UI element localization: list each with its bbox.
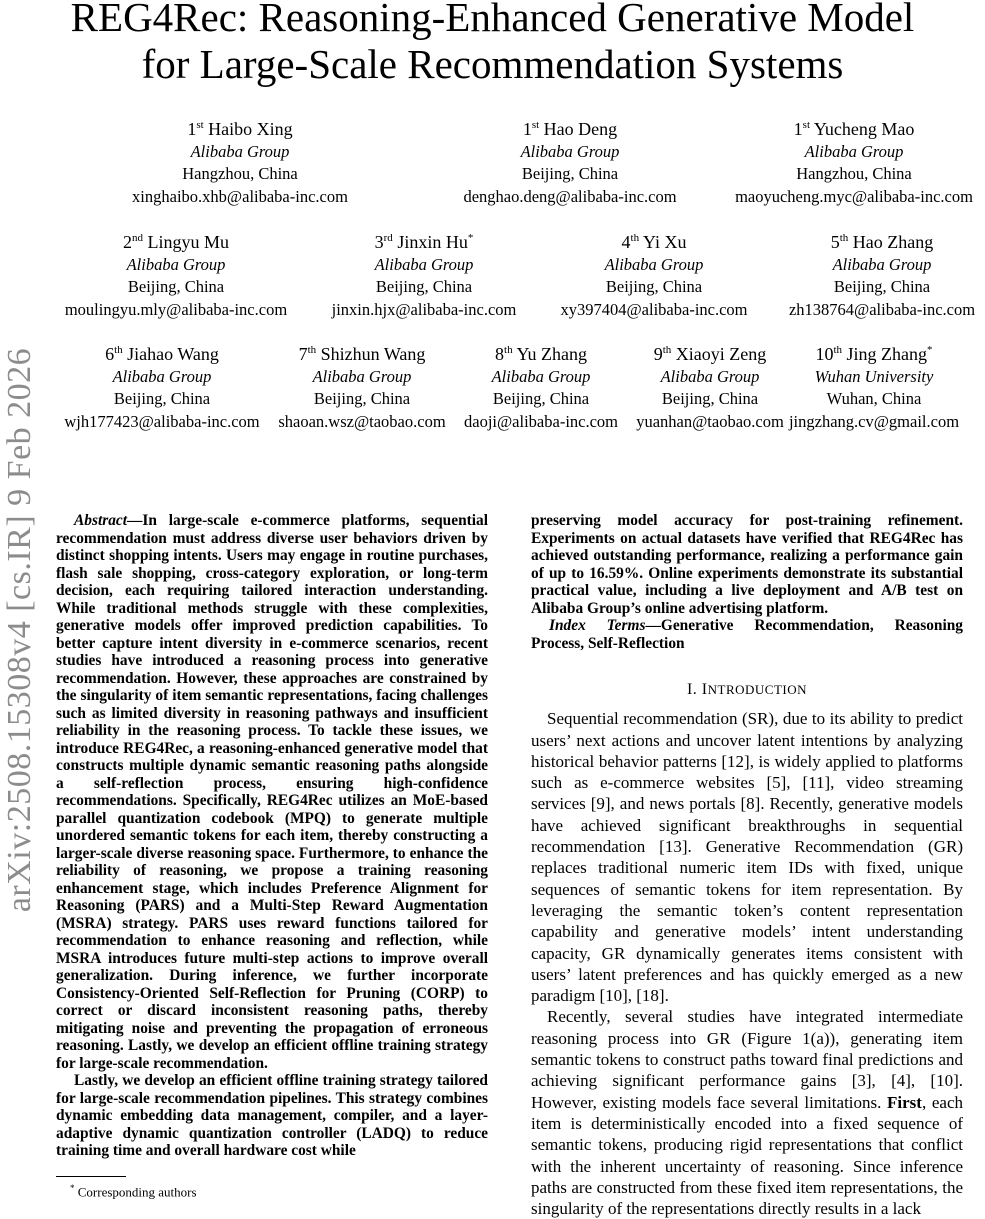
author-name: 6th Jiahao Wang bbox=[105, 344, 219, 364]
author-email[interactable]: moulingyu.mly@alibaba-inc.com bbox=[64, 299, 288, 319]
corresponding-mark: * bbox=[467, 232, 474, 244]
title-line-2: for Large-Scale Recommendation Systems bbox=[141, 41, 844, 87]
author-name: 9th Xiaoyi Zeng bbox=[653, 344, 767, 364]
author-location: Beijing, China bbox=[521, 164, 619, 183]
abstract-continuation: preserving model accuracy for post-training refinement. Experiments on actual datasets have verified that REG4Rec has achieved outstanding performance, realizing a performance gain of up to 16.59%. Online experiments demonstrate its substantial practical value, including a live deployment and A/B test on Alibaba Group’s online advertising platform. bbox=[531, 512, 963, 617]
author-affiliation: Alibaba Group bbox=[660, 366, 760, 386]
author-ordinal-suffix: th bbox=[630, 232, 640, 244]
corresponding-mark: * bbox=[927, 344, 933, 356]
author-location: Beijing, China bbox=[313, 389, 411, 408]
paper-title bbox=[0, 0, 985, 88]
index-terms-label: Index Terms bbox=[549, 617, 646, 634]
author-name: 7th Shizhun Wang bbox=[298, 344, 426, 364]
author-ordinal-suffix: st bbox=[196, 119, 204, 131]
author-8 bbox=[64, 343, 259, 433]
author-name: 2nd Lingyu Mu bbox=[122, 232, 230, 252]
right-column bbox=[531, 512, 963, 1219]
author-email[interactable]: jinxin.hjx@alibaba-inc.com bbox=[331, 299, 517, 319]
author-location: Wuhan, China bbox=[826, 389, 922, 408]
abstract-label: Abstract bbox=[74, 512, 128, 529]
author-5 bbox=[332, 231, 517, 321]
author-2 bbox=[463, 118, 676, 208]
author-email[interactable]: wjh177423@alibaba-inc.com bbox=[64, 411, 260, 431]
author-ordinal-suffix: th bbox=[114, 344, 123, 356]
footnote-mark: * bbox=[70, 1183, 75, 1193]
author-ordinal-suffix: th bbox=[662, 344, 672, 356]
author-ordinal-suffix: th bbox=[833, 344, 843, 356]
author-name: 1st Hao Deng bbox=[522, 119, 618, 139]
author-location: Beijing, China bbox=[113, 389, 211, 408]
index-terms-text: —Generative Recommendation, Reasoning Process, Self-Reflection bbox=[531, 617, 963, 652]
author-affiliation: Alibaba Group bbox=[491, 366, 591, 386]
author-email[interactable]: maoyucheng.myc@alibaba-inc.com bbox=[735, 186, 973, 206]
section-title-rest: NTRODUCTION bbox=[707, 682, 808, 697]
author-affiliation: Alibaba Group bbox=[604, 254, 704, 274]
author-email[interactable]: xy397404@alibaba-inc.com bbox=[560, 299, 748, 319]
author-ordinal-suffix: th bbox=[307, 344, 317, 356]
author-location: Beijing, China bbox=[833, 277, 931, 296]
abstract-paragraph-2: Lastly, we develop an efficient offline training strategy tailored for large-scale recommendation pipelines. This strategy combines dynamic embedding data management, compiler, and a layer-adaptive dynamic quantization controller (LADQ) to reduce training time and overall hardware cost while bbox=[56, 1072, 488, 1159]
author-email[interactable]: denghao.deng@alibaba-inc.com bbox=[463, 186, 677, 206]
author-location: Hangzhou, China bbox=[182, 164, 298, 183]
author-ordinal-suffix: nd bbox=[131, 232, 143, 244]
author-affiliation: Alibaba Group bbox=[126, 254, 226, 274]
intro-paragraph-2 bbox=[531, 1006, 963, 1219]
author-ordinal-suffix: rd bbox=[383, 232, 393, 244]
intro-paragraph-1: Sequential recommendation (SR), due to its ability to predict users’ next actions and uncover latent intentions by analyzing historical behavior patterns [12], is widely applied to platforms such as e-commerce websites [5], [11], video streaming services [9], and news portals [8]. Recently, generative models have achieved significant breakthroughs in sequential recommendation [13]. Generative Recommendation (GR) replaces traditional numeric item IDs with fixed, unique sequences of semantic tokens for item representation. By leveraging the semantic token’s content representation capability and generative models’ intent understanding capacity, GR dynamically generates items consistent with users’ latent preferences and has quickly emerged as a new paradigm [10], [18]. bbox=[531, 709, 963, 1006]
author-12 bbox=[789, 343, 959, 433]
author-email[interactable]: shaoan.wsz@taobao.com bbox=[278, 411, 446, 431]
author-email[interactable]: zh138764@alibaba-inc.com bbox=[788, 299, 976, 319]
footnote-text: Corresponding authors bbox=[77, 1184, 197, 1200]
author-name: 10th Jing Zhang* bbox=[815, 344, 933, 364]
title-line-1: REG4Rec: Reasoning-Enhanced Generative Model bbox=[70, 0, 915, 40]
footnote bbox=[70, 1183, 197, 1200]
author-ordinal-suffix: st bbox=[802, 119, 811, 131]
author-4 bbox=[65, 231, 287, 321]
intro-p2-part-b: , each item is deterministically encoded into a fixed sequence of semantic tokens, producing rigid representations that conflict with the inherent uncertainty of reasoning. Since inference paths are constructed from these fixed item representations, the singularity of the representations directly results in a lack bbox=[531, 1092, 963, 1219]
author-7 bbox=[789, 231, 975, 321]
author-location: Hangzhou, China bbox=[796, 164, 912, 183]
intro-p2-part-a: Recently, several studies have integrated intermediate reasoning process into GR (Figure 1(a)), generating item semantic tokens to construct paths toward final predictions and achieving significant performance gains [3], [4], [10]. However, existing models face several limitations. bbox=[531, 1007, 963, 1112]
author-affiliation: Alibaba Group bbox=[520, 141, 620, 161]
author-location: Beijing, China bbox=[127, 277, 225, 296]
author-ordinal-suffix: st bbox=[531, 119, 540, 131]
author-affiliation: Alibaba Group bbox=[832, 254, 932, 274]
section-number: I. bbox=[686, 681, 698, 698]
author-affiliation: Alibaba Group bbox=[190, 141, 290, 161]
author-11 bbox=[636, 343, 784, 433]
author-location: Beijing, China bbox=[605, 277, 703, 296]
intro-p2-emphasis: First bbox=[887, 1092, 922, 1112]
author-email[interactable]: daoji@alibaba-inc.com bbox=[463, 411, 619, 431]
author-9 bbox=[278, 343, 445, 433]
author-affiliation: Alibaba Group bbox=[804, 141, 904, 161]
abstract-text: —In large-scale e-commerce platforms, sequential recommendation must address diverse user behaviors driven by distinct shopping intents. Users may engage in routine purchases, flash sale shopping, cross-category exploration, or long-term decision, each requiring tailored interaction understanding. While traditional methods struggle with these complexities, generative models offer improved prediction capabilities. To better capture intent diversity in e-commerce scenarios, recent studies have introduced a reasoning process into generative recommendation. However, these approaches are constrained by the singularity of item semantic representations, facing challenges such as limited diversity in reasoning pathways and insufficient reliability in the reasoning process. To tackle these issues, we introduce REG4Rec, a reasoning-enhanced generative model that constructs multiple dynamic semantic reasoning paths alongside a self-reflection process, ensuring high-confidence recommendations. Specifically, REG4Rec utilizes an MoE-based parallel quantization codebook (MPQ) to generate multiple unordered semantic tokens for each item, thereby constructing a larger-scale diverse reasoning space. Furthermore, to enhance the reliability of reasoning, we propose a training reasoning enhancement stage, which includes Preference Alignment for Reasoning (PARS) and a Multi-Step Reward Augmentation (MSRA) strategy. PARS uses reward functions tailored for recommendation to enhance reasoning and reflection, while MSRA introduces future multi-step actions to improve overall generalization. During inference, we further incorporate Consistency-Oriented Self-Reflection for Pruning (CORP) to correct or discard inconsistent reasoning paths, thereby mitigating noise and preventing the propagation of erroneous reasoning. Lastly, we develop an efficient offline training strategy for large-scale recommendation. bbox=[56, 512, 488, 1072]
author-location: Beijing, China bbox=[375, 277, 473, 296]
index-terms bbox=[531, 617, 963, 652]
author-affiliation: Alibaba Group bbox=[112, 366, 212, 386]
author-3 bbox=[735, 118, 973, 208]
section-title-first-letter: I bbox=[701, 681, 708, 698]
author-name: 5th Hao Zhang bbox=[830, 232, 934, 252]
author-name: 1st Haibo Xing bbox=[187, 119, 293, 139]
author-email[interactable]: xinghaibo.xhb@alibaba-inc.com bbox=[132, 186, 348, 206]
author-name: 4th Yi Xu bbox=[621, 232, 687, 252]
author-email[interactable]: jingzhang.cv@gmail.com bbox=[788, 411, 960, 431]
author-10 bbox=[464, 343, 618, 433]
author-location: Beijing, China bbox=[661, 389, 759, 408]
abstract bbox=[56, 512, 488, 1072]
left-column bbox=[56, 512, 488, 1160]
author-ordinal-suffix: th bbox=[504, 344, 513, 356]
author-ordinal-suffix: th bbox=[839, 232, 849, 244]
arxiv-identifier: arXiv:2508.15308v4 [cs.IR] 9 Feb 2026 bbox=[1, 347, 38, 913]
footnote-rule bbox=[56, 1176, 126, 1177]
author-name: 8th Yu Zhang bbox=[495, 344, 587, 364]
author-affiliation: Alibaba Group bbox=[312, 366, 412, 386]
author-name: 1st Yucheng Mao bbox=[793, 119, 915, 139]
author-affiliation: Wuhan University bbox=[814, 366, 934, 386]
author-name: 3rd Jinxin Hu* bbox=[374, 232, 474, 252]
author-location: Beijing, China bbox=[492, 389, 590, 408]
author-1 bbox=[132, 118, 348, 208]
author-email[interactable]: yuanhan@taobao.com bbox=[636, 411, 784, 431]
author-6 bbox=[560, 231, 747, 321]
section-heading-introduction bbox=[531, 679, 963, 700]
author-affiliation: Alibaba Group bbox=[374, 254, 474, 274]
arxiv-sidebar bbox=[0, 310, 40, 950]
